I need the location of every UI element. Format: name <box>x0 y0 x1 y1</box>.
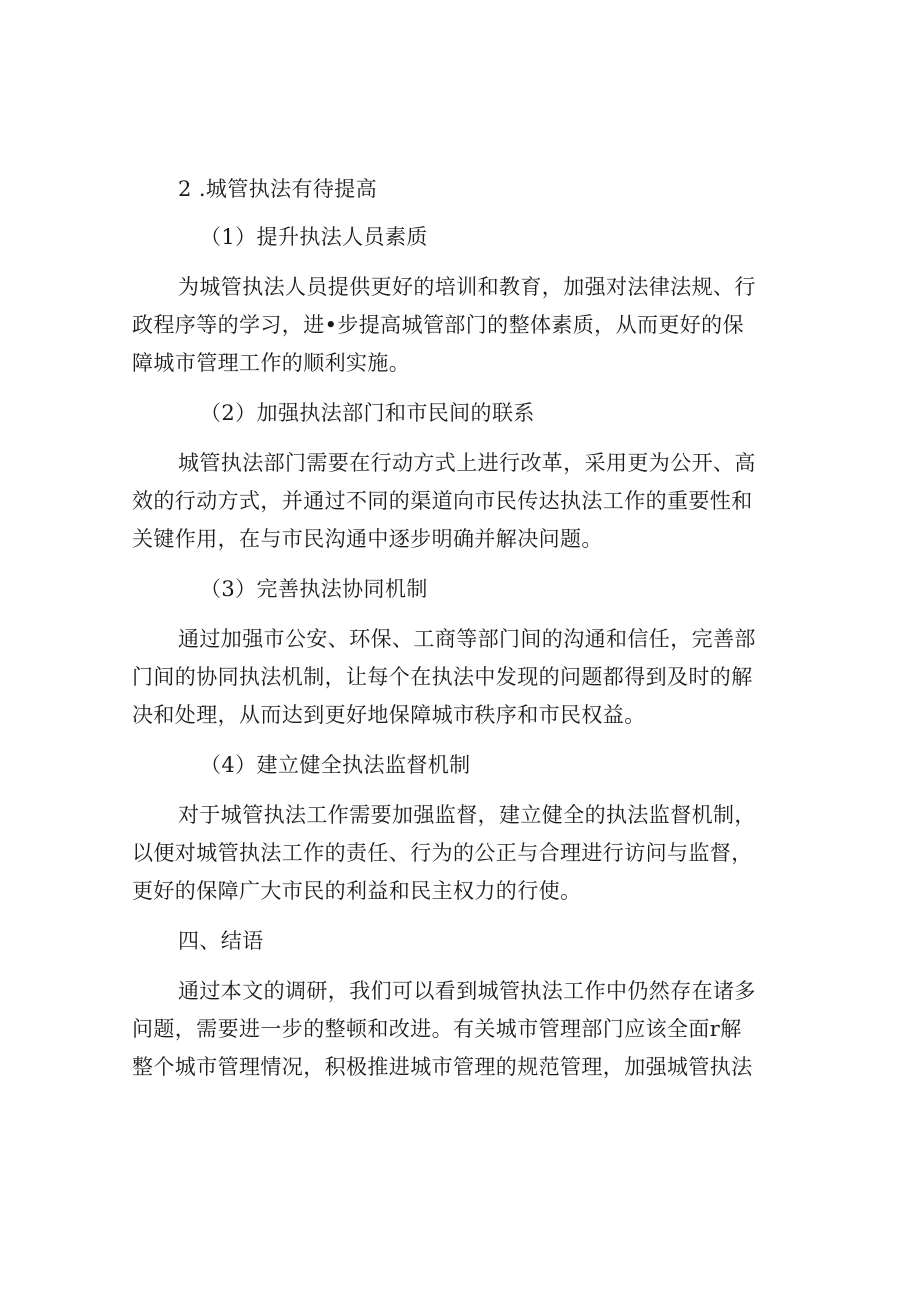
subheading-2: （2）加强执法部门和市民间的联系 <box>200 401 535 425</box>
paragraph-line: 通过本文的调研，我们可以看到城管执法工作中仍然存在诸多 <box>178 979 756 1003</box>
subheading-4: （4）建立健全执法监督机制 <box>200 753 471 777</box>
document-body <box>132 170 792 1098</box>
section-heading-2: 2 .城管执法有待提高 <box>178 177 378 201</box>
paragraph-line: 问题，需要进一步的整顿和改进。有关城市管理部门应该全面r解 <box>132 1017 742 1041</box>
paragraph-line: 门间的协同执法机制，让每个在执法中发现的问题都得到及时的解 <box>132 665 753 689</box>
paragraph-line: 为城管执法人员提供更好的培训和教育，加强对法律法规、行 <box>178 275 756 299</box>
subheading-1: （1）提升执法人员素质 <box>200 225 428 249</box>
paragraph-line: 整个城市管理情况，积极推进城市管理的规范管理，加强城管执法 <box>132 1055 753 1079</box>
paragraph-line: 政程序等的学习，进•步提高城管部门的整体素质，从而更好的保 <box>132 313 744 337</box>
paragraph-line: 城管执法部门需要在行动方式上进行改革，采用更为公开、高 <box>178 451 756 475</box>
paragraph-conclusion <box>132 972 792 1086</box>
paragraph-line: 障城市管理工作的顺利实施。 <box>132 351 411 375</box>
subheading-3: （3）完善执法协同机制 <box>200 577 428 601</box>
paragraph-line: 更好的保障广大市民的利益和民主权力的行使。 <box>132 879 582 903</box>
paragraph-line: 对于城管执法工作需要加强监督，建立健全的执法监督机制， <box>178 803 756 827</box>
paragraph-line: 以便对城管执法工作的责任、行为的公正与合理进行访问与监督， <box>132 841 753 865</box>
paragraph-1 <box>132 268 792 382</box>
paragraph-2 <box>132 444 792 558</box>
paragraph-line: 关键作用，在与市民沟通中逐步明确并解决问题。 <box>132 527 603 551</box>
paragraph-line: 通过加强市公安、环保、工商等部门间的沟通和信任，完善部 <box>178 627 756 651</box>
paragraph-line: 效的行动方式，并通过不同的渠道向市民传达执法工作的重要性和 <box>132 489 753 513</box>
conclusion-heading: 四、结语 <box>178 929 264 953</box>
paragraph-4 <box>132 796 792 910</box>
paragraph-line: 决和处理，从而达到更好地保障城市秩序和市民权益。 <box>132 703 646 727</box>
paragraph-3 <box>132 620 792 734</box>
